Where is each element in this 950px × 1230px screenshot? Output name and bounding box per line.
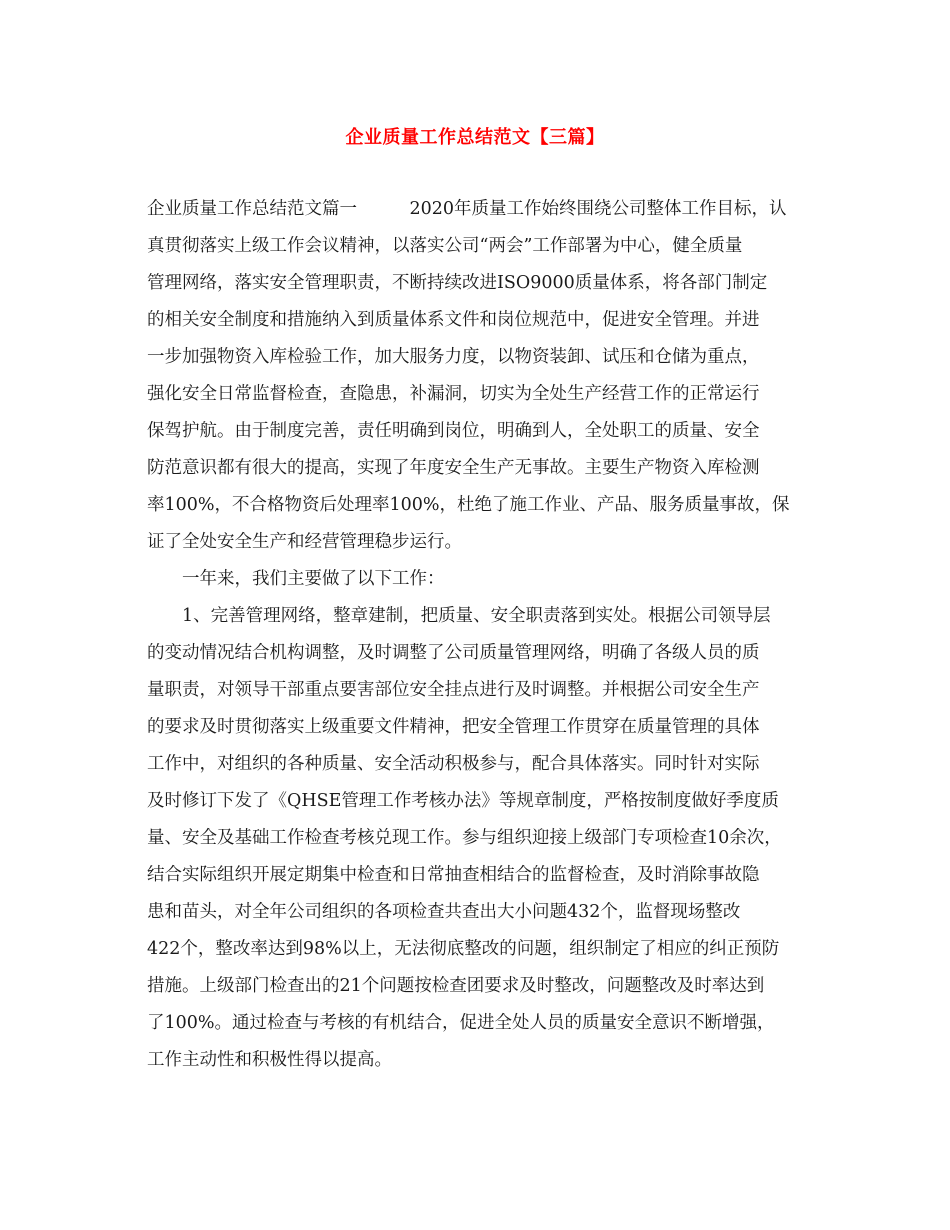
text-line: 一步加强物资入库检验工作，加大服务力度，以物资装卸、试压和仓储为重点， [147,347,760,367]
text-line: 量、安全及基础工作检查考核兑现工作。参与组织迎接上级部门专项检查10余次， [147,828,782,848]
text-line: 的要求及时贯彻落实上级重要文件精神，把安全管理工作贯穿在质量管理的具体 [147,717,760,737]
text-line: 及时修订下发了《QHSE管理工作考核办法》等规章制度，严格按制度做好季度质 [147,791,779,811]
text-line: 工作中，对组织的各种质量、安全活动积极参与，配合具体落实。同时针对实际 [147,754,760,774]
text-line: 422个，整改率达到98%以上，无法彻底整改的问题，组织制定了相应的纠正预防 [147,939,780,959]
text-line: 的相关安全制度和措施纳入到质量体系文件和岗位规范中，促进安全管理。并进 [147,310,760,330]
text-line: 企业质量工作总结范文篇一 2020年质量工作始终围绕公司整体工作目标，认 [147,199,787,219]
text-line: 患和苗头，对全年公司组织的各项检查共查出大小问题432个，监督现场整改 [147,902,741,922]
text-line: 量职责，对领导干部重点要害部位安全挂点进行及时调整。并根据公司安全生产 [147,680,760,700]
text-line: 结合实际组织开展定期集中检查和日常抽查相结合的监督检查，及时消除事故隐 [147,865,760,885]
text-line: 强化安全日常监督检查，查隐患，补漏洞，切实为全处生产经营工作的正常运行 [147,384,760,404]
text-line: 防范意识都有很大的提高，实现了年度安全生产无事故。主要生产物资入库检测 [147,458,760,478]
text-line: 管理网络，落实安全管理职责，不断持续改进ISO9000质量体系，将各部门制定 [147,273,768,293]
text-line: 率100%，不合格物资后处理率100%，杜绝了施工作业、产品、服务质量事故，保 [147,495,790,515]
text-line: 工作主动性和积极性得以提高。 [147,1050,392,1070]
text-line: 了100%。通过检查与考核的有机结合，促进全处人员的质量安全意识不断增强， [147,1013,775,1033]
text-line: 一年来，我们主要做了以下工作： [147,569,445,589]
text-line: 证了全处安全生产和经营管理稳步运行。 [147,532,462,552]
text-line: 措施。上级部门检查出的21个问题按检查团要求及时整改，问题整改及时率达到 [147,976,765,996]
text-line: 保驾护航。由于制度完善，责任明确到岗位，明确到人，全处职工的质量、安全 [147,421,760,441]
text-line: 真贯彻落实上级工作会议精神，以落实公司“两会”工作部署为中心，健全质量 [147,236,743,256]
text-line: 的变动情况结合机构调整，及时调整了公司质量管理网络，明确了各级人员的质 [147,643,760,663]
text-line: 1、完善管理网络，整章建制，把质量、安全职责落到实处。根据公司领导层 [147,606,771,626]
document-title: 企业质量工作总结范文【三篇】 [345,127,605,148]
